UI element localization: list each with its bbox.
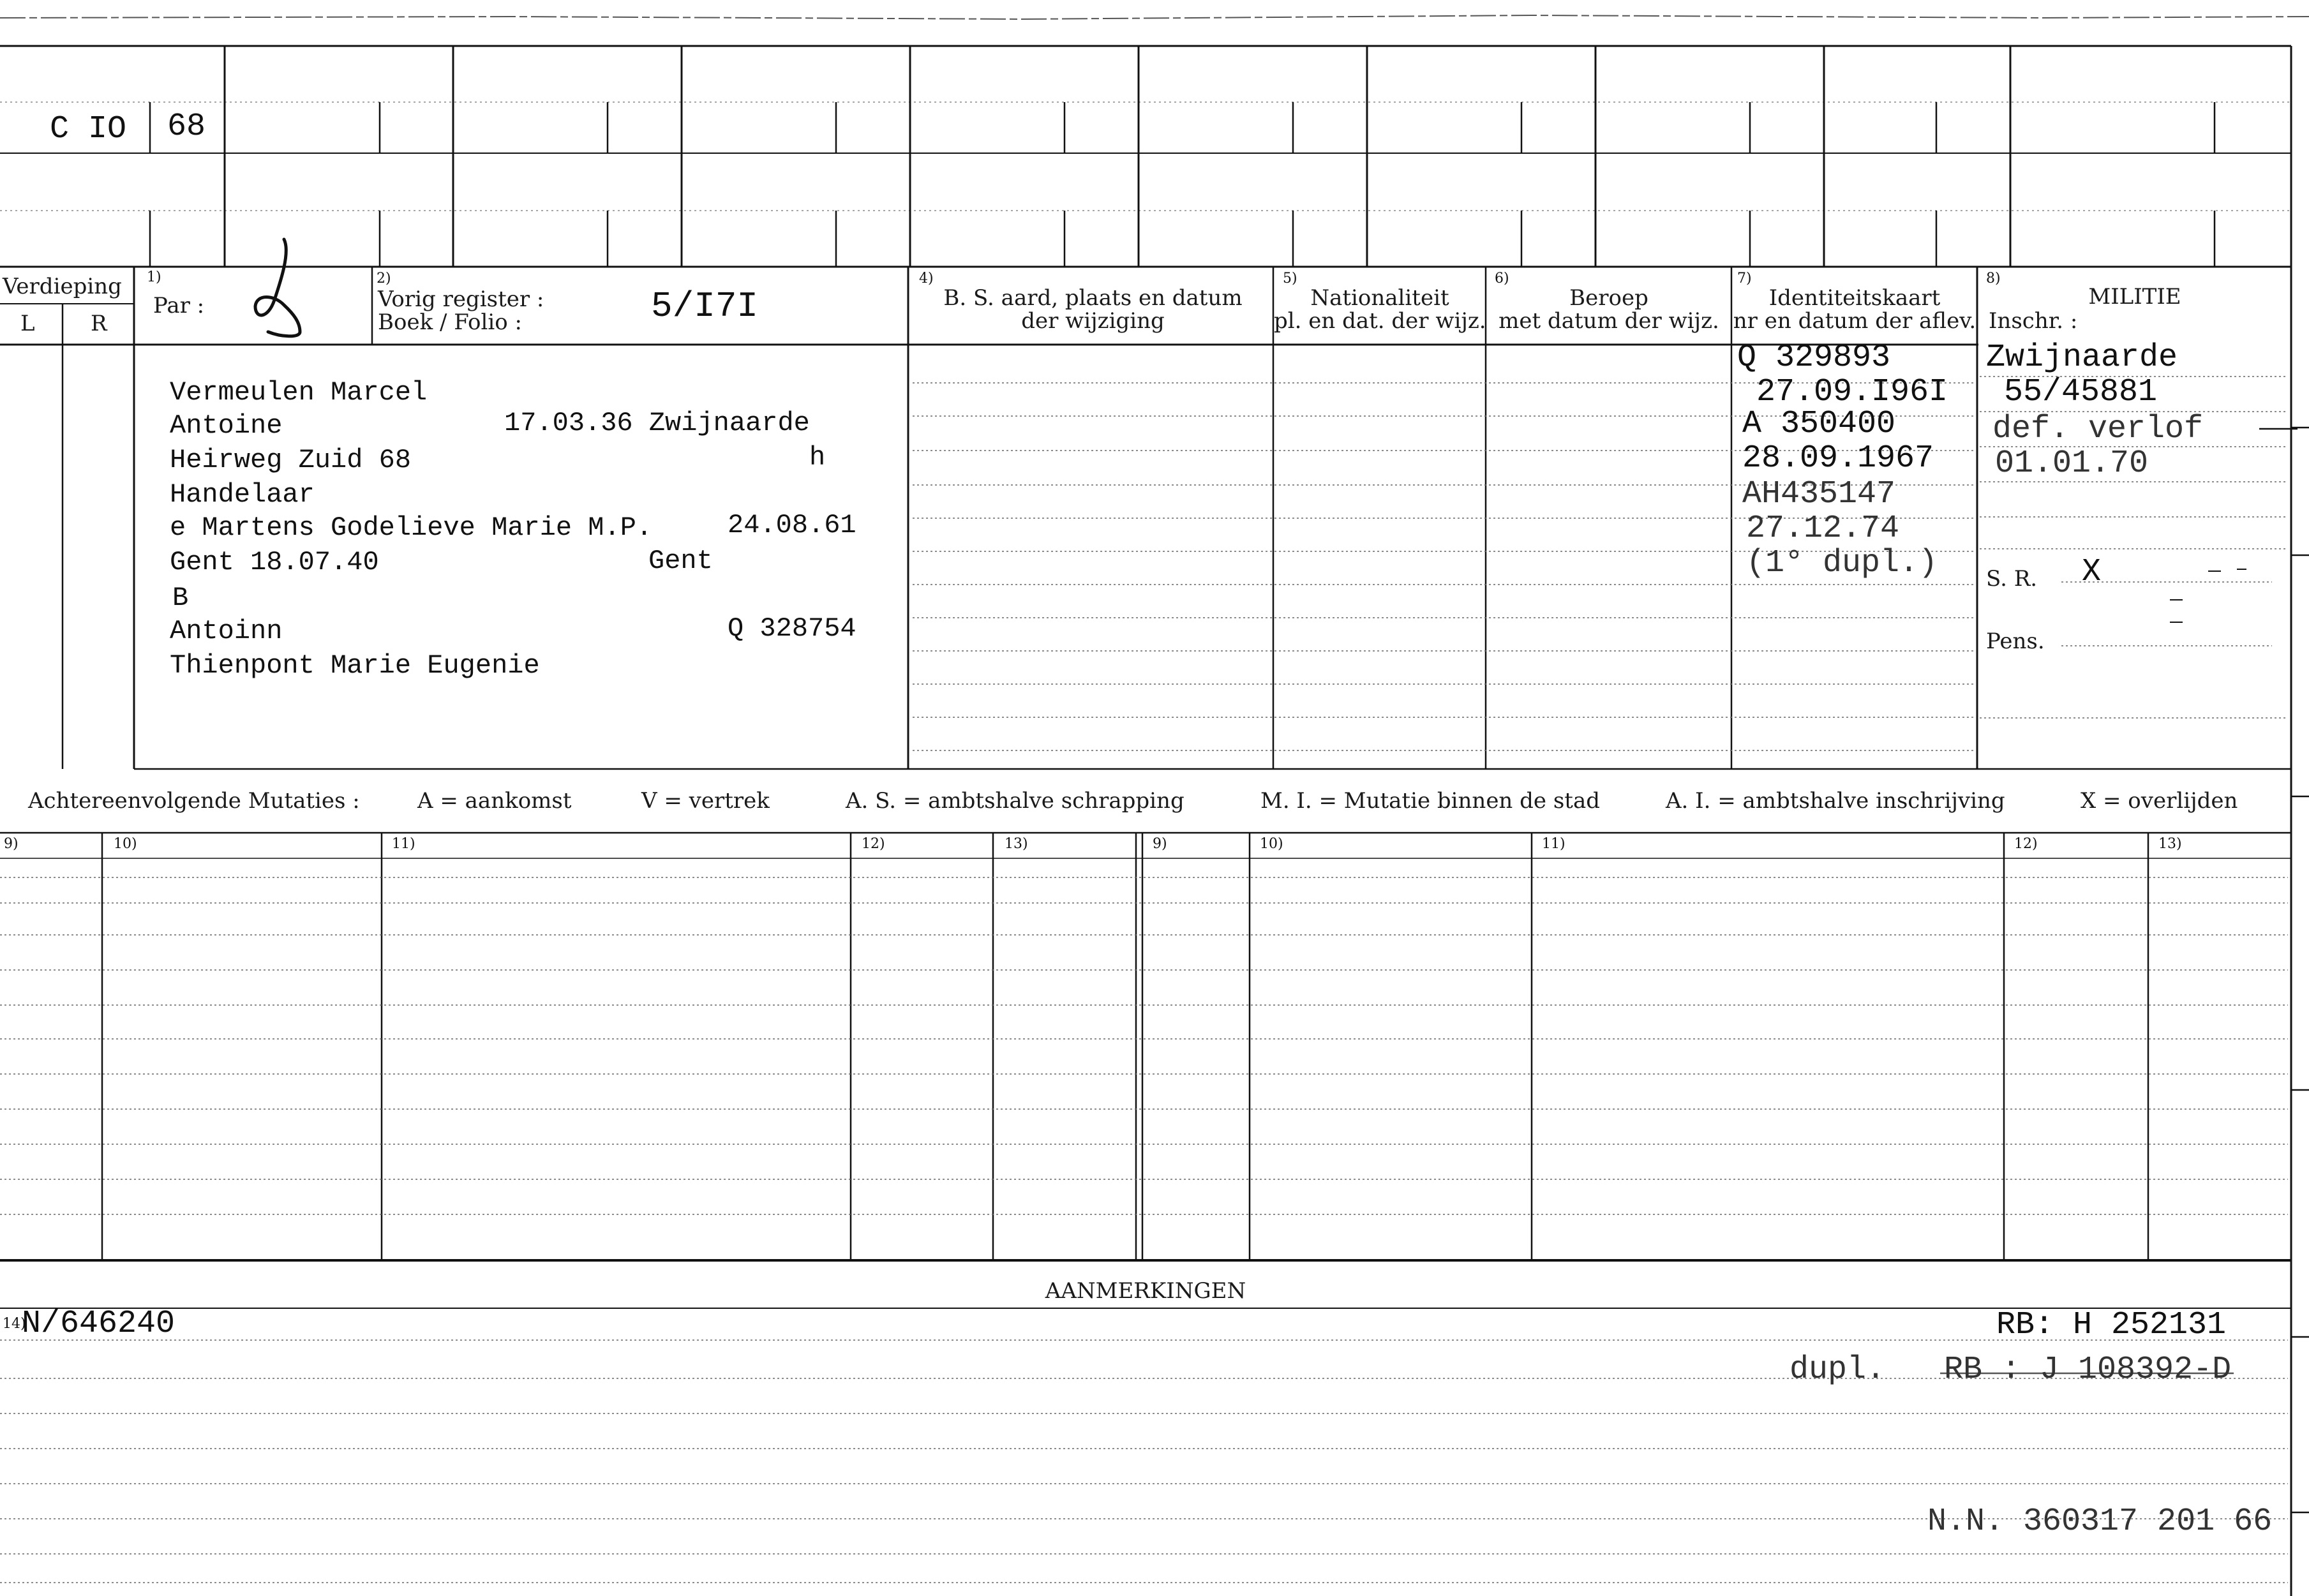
field-4-number: 4) [919,271,934,287]
person-address-mark: h [809,442,826,473]
sr-label: S. R. [1986,566,2038,592]
verdieping-right: R [91,311,107,336]
beroep-sublabel: met datum der wijz. [1498,308,1719,334]
spouse-birth: Gent 18.07.40 [170,547,379,578]
mut-col-11-left: 11) [392,836,415,852]
id-card-1-date: 27.09.I96I [1756,374,1948,410]
mut-col-13-right: 13) [2158,836,2182,852]
militie-status-date: 01.01.70 [1995,445,2149,482]
mut-col-9-right: 9) [1153,836,1167,852]
field-5-number: 5) [1283,271,1297,287]
field-6-number: 6) [1495,271,1509,287]
signature-mark [255,239,300,336]
mut-col-11-right: 11) [1542,836,1565,852]
pens-label: Pens. [1986,629,2045,654]
aanmerkingen-title: AANMERKINGEN [1045,1278,1246,1304]
nationaliteit-label: Nationaliteit [1310,285,1449,311]
remarks-number: 14) [3,1316,26,1332]
legend-aankomst: A = aankomst [417,788,572,814]
marriage-date: 24.08.61 [728,510,856,541]
identiteitskaart-label: Identiteitskaart [1768,285,1941,311]
legend-mutatie-stad: M. I. = Mutatie binnen de stad [1260,788,1600,814]
nn-code: N/646240 [22,1306,176,1342]
spouse-name: e Martens Godelieve Marie M.P. [170,512,653,543]
beroep-label: Beroep [1569,285,1648,311]
id-card-3-date: 27.12.74 [1746,511,1900,547]
rb-number: RB: H 252131 [1996,1307,2227,1343]
vorig-register-label: Vorig register : [378,287,544,312]
mut-col-12-right: 12) [2014,836,2038,852]
person-surname-first: Vermeulen Marcel [170,377,428,408]
legend-vertrek: V = vertrek [641,788,770,814]
nationaliteit-sublabel: pl. en dat. der wijz. [1274,308,1486,334]
spouse-birth-place: Gent [648,546,713,576]
dupl-label: dupl. [1790,1352,1886,1388]
mother-name: Thienpont Marie Eugenie [170,650,540,681]
mut-col-13-left: 13) [1005,836,1028,852]
legend-ambtshalve-inschrijving: A. I. = ambtshalve inschrijving [1666,788,2005,814]
national-number: N.N. 360317 201 66 [1927,1503,2273,1540]
person-middle-name: Antoine [170,410,283,441]
spouse-id: Q 328754 [728,613,856,644]
legend-ambtshalve-schrapping: A. S. = ambtshalve schrapping [846,788,1184,814]
militie-number: 55/45881 [2004,374,2158,410]
militie-label: MILITIE [2088,284,2181,310]
verdieping-label: Verdieping [3,274,122,299]
id-card-2-date: 28.09.1967 [1742,440,1934,477]
person-profession: Handelaar [170,479,315,510]
father-name: Antoinn [170,616,283,646]
par-label: Par : [153,293,205,318]
mut-col-10-left: 10) [114,836,137,852]
dupl-rb-number: RB : J 108392-D [1944,1352,2232,1388]
register-code: C IO [50,111,127,147]
field-1-number: 1) [147,269,161,285]
boek-folio-value: 5/I7I [651,286,759,327]
person-line-b: B [172,583,189,613]
legend-overlijden: X = overlijden [2081,788,2238,814]
inschrijving-label: Inschr. : [1989,308,2078,334]
sr-value: X [2082,554,2102,590]
boek-folio-label: Boek / Folio : [378,310,522,335]
bs-label-line1: B. S. aard, plaats en datum [943,285,1243,311]
id-card-3: AH435147 [1742,476,1896,512]
register-number: 68 [167,108,206,145]
verdieping-left: L [20,311,35,336]
mutaties-title: Achtereenvolgende Mutaties : [28,788,360,814]
field-7-number: 7) [1737,271,1752,287]
person-address: Heirweg Zuid 68 [170,445,412,475]
person-birth: 17.03.36 Zwijnaarde [504,408,810,438]
mut-col-9-left: 9) [4,836,19,852]
mut-col-10-right: 10) [1260,836,1283,852]
identiteitskaart-sublabel: nr en datum der aflev. [1733,308,1976,334]
id-card-2: A 350400 [1742,406,1896,442]
id-card-3-dupl: (1° dupl.) [1746,545,1938,581]
militie-status: def. verlof [1992,411,2204,447]
id-card-1: Q 329893 [1737,339,1891,376]
mut-col-12-left: 12) [862,836,885,852]
field-2-number: 2) [377,271,391,287]
militie-place: Zwijnaarde [1986,339,2178,376]
bs-label-line2: der wijziging [1021,308,1165,334]
field-8-number: 8) [1986,271,2001,287]
